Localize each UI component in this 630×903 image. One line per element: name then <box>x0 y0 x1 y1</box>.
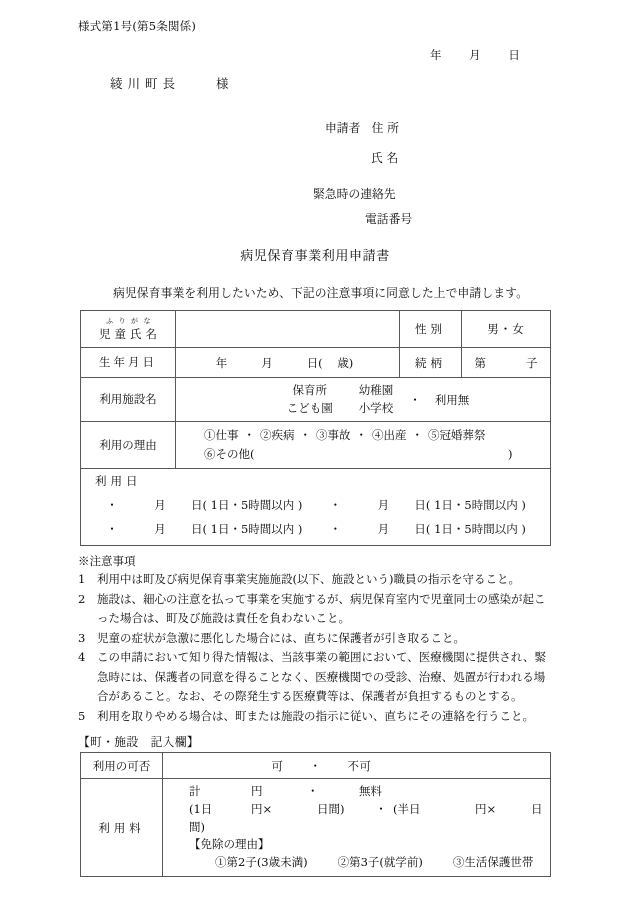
note-item <box>78 570 556 590</box>
reason-separator-2: ・ <box>299 428 311 443</box>
table-row-usage-days <box>81 469 551 546</box>
reason-other-line[interactable] <box>204 445 550 464</box>
usage-dot-2a: ・ <box>106 521 118 536</box>
table-row-birthdate <box>81 348 551 378</box>
usage-dot-2b: ・ <box>329 521 342 536</box>
reason-options-cell[interactable] <box>176 422 551 469</box>
usage-day-2a[interactable]: 日( 1日・5時間以内 ) <box>191 521 303 536</box>
exemption-options <box>189 854 550 872</box>
reason-other-close: ) <box>508 447 513 461</box>
birth-age-field[interactable]: 歳) <box>337 355 354 370</box>
fee-halfday-yen[interactable]: 円× <box>475 801 497 816</box>
note-item <box>78 648 556 707</box>
note-number: 5 <box>78 708 86 723</box>
applicant-label: 申請者 <box>325 121 361 135</box>
note-text: 利用中は町及び病児保育事業実施施設(以下、施設という)職員の指示を守ること。 <box>97 572 520 586</box>
birth-day-field[interactable]: 日( <box>306 355 323 370</box>
table-row-child-name <box>81 311 551 348</box>
relation-suffix: 子 <box>526 355 538 370</box>
fee-mid-separator: ・ <box>375 801 387 816</box>
application-details-table <box>80 310 551 546</box>
applicant-block <box>325 113 399 173</box>
addressee <box>110 74 229 92</box>
availability-choice-cell[interactable] <box>163 753 551 779</box>
fee-total-separator: ・ <box>307 784 319 798</box>
fee-detail-cell[interactable] <box>163 779 551 877</box>
reason-option-work[interactable]: ①仕事 <box>204 428 239 443</box>
date-year-field[interactable]: 年 <box>430 48 442 62</box>
birthdate-label: 生年月日 <box>81 348 176 378</box>
applicant-name-row <box>325 143 399 173</box>
phone-number-label[interactable]: 電話番号 <box>365 212 413 226</box>
exemption-option-welfare[interactable]: ③生活保護世帯 <box>452 855 534 870</box>
facility-option-youchien[interactable]: 幼稚園 <box>358 383 394 398</box>
availability-separator: ・ <box>309 758 322 773</box>
facility-options-cell[interactable] <box>176 378 551 422</box>
usage-dot-1a: ・ <box>106 497 118 512</box>
facility-none-group <box>409 392 469 408</box>
facility-separator: ・ <box>409 392 421 407</box>
facility-option-hoikusho[interactable]: 保育所 <box>292 383 327 398</box>
reason-option-childbirth[interactable]: ④出産 <box>372 428 407 443</box>
exemption-option-third-child[interactable]: ②第3子(就学前) <box>337 855 423 870</box>
birthdate-input-cell[interactable] <box>176 348 400 378</box>
fee-label: 利用料 <box>81 779 163 877</box>
exemption-option-second-child[interactable]: ①第2子(3歳未満) <box>215 855 308 870</box>
table-row-reason <box>81 422 551 469</box>
exemption-heading: 【免除の理由】 <box>189 837 270 852</box>
date-entry-line <box>430 47 520 63</box>
note-number: 2 <box>78 591 86 606</box>
table-row-facility <box>81 378 551 422</box>
child-name-label-cell <box>81 311 176 348</box>
usage-month-1b[interactable]: 月 <box>377 497 390 512</box>
fee-fullday-yen[interactable]: 円× <box>251 801 273 816</box>
date-day-field[interactable]: 日 <box>508 48 520 62</box>
fee-total-yen[interactable]: 円 <box>251 784 263 798</box>
sex-choice-cell[interactable]: 男・女 <box>462 311 551 348</box>
fee-halfday-label: (半日 <box>393 801 421 816</box>
child-name-label: 児童氏名 <box>99 326 161 341</box>
notes-section <box>78 553 556 726</box>
table-row-fee <box>81 779 551 877</box>
fee-option-free[interactable]: 無料 <box>359 784 382 798</box>
relation-label: 続柄 <box>400 348 462 378</box>
availability-label: 利用の可否 <box>81 753 163 779</box>
usage-day-1a[interactable]: 日( 1日・5時間以内 ) <box>191 497 303 512</box>
addressee-name: 綾川町長 <box>110 76 181 91</box>
reason-option-other[interactable]: ⑥その他( <box>204 447 255 461</box>
usage-days-cell[interactable] <box>81 469 551 546</box>
address-label[interactable]: 住 所 <box>371 121 400 135</box>
fee-breakdown-line[interactable] <box>189 801 550 837</box>
fee-fullday-count[interactable]: 日間) <box>317 801 345 816</box>
addressee-honorific: 様 <box>216 76 229 91</box>
notes-heading: ※注意事項 <box>78 554 136 568</box>
reason-separator-3: ・ <box>355 428 367 443</box>
form-number: 様式第1号(第5条関係) <box>78 19 197 33</box>
usage-month-2b[interactable]: 月 <box>377 521 390 536</box>
facility-option-shougakkou[interactable]: 小学校 <box>358 401 394 415</box>
page-title: 病児保育事業利用申請書 <box>240 249 390 264</box>
usage-day-row-2[interactable] <box>95 517 550 541</box>
emergency-contact-label: 緊急時の連絡先 <box>313 187 396 201</box>
birth-year-field[interactable]: 年 <box>215 355 228 370</box>
reason-option-illness[interactable]: ②疾病 <box>260 428 295 443</box>
note-number: 1 <box>78 572 86 586</box>
note-text: 児童の症状が急激に悪化した場合には、直ちに保護者が引き取ること。 <box>97 630 465 645</box>
reason-label: 利用の理由 <box>81 422 176 469</box>
fee-total-line[interactable] <box>189 783 550 801</box>
child-name-input-cell[interactable] <box>176 311 400 348</box>
note-text: この申請において知り得た情報は、当該事業の範囲において、医療機関に提供され、緊急時には、保護者の同意を得ることなく、医療機関での受診、治療、処置が行われる場合があること。なお、その際発生する医療費等は、保護者が負担するものとする。 <box>97 650 546 703</box>
usage-day-row-1[interactable] <box>95 493 550 517</box>
usage-day-1b[interactable]: 日( 1日・5時間以内 ) <box>414 497 526 512</box>
fee-total-label: 計 <box>189 784 201 798</box>
sex-label: 性別 <box>400 311 462 348</box>
fee-fullday-label: (1日 <box>189 801 213 816</box>
usage-days-label: 利用日 <box>95 474 142 489</box>
reason-separator-1: ・ <box>243 428 255 443</box>
fee-halfday-count[interactable]: 日間) <box>189 801 543 834</box>
relation-input-cell[interactable] <box>462 348 551 378</box>
intro-statement: 病児保育事業を利用したいため、下記の注意事項に同意した上で申請します。 <box>113 286 528 300</box>
office-section-heading: 【町・施設 記入欄】 <box>78 735 199 749</box>
note-number: 3 <box>78 630 86 645</box>
usage-dot-1b: ・ <box>329 497 342 512</box>
note-item <box>78 629 556 649</box>
table-row-availability <box>81 753 551 779</box>
note-number: 4 <box>78 650 86 664</box>
usage-day-2b[interactable]: 日( 1日・5時間以内 ) <box>414 521 526 536</box>
applicant-address-row <box>325 113 399 143</box>
availability-option-yes[interactable]: 可 <box>271 758 284 773</box>
birth-month-field[interactable]: 月 <box>261 355 273 370</box>
facility-option-kodomoen[interactable]: こども園 <box>286 401 333 415</box>
facility-label: 利用施設名 <box>81 378 176 422</box>
facility-option-grid <box>287 382 394 416</box>
reason-option-accident[interactable]: ③事故 <box>316 428 351 443</box>
facility-option-none[interactable]: 利用無 <box>434 392 470 407</box>
name-label[interactable]: 氏 名 <box>371 151 399 165</box>
usage-month-1a[interactable]: 月 <box>154 497 166 512</box>
date-month-field[interactable]: 月 <box>469 48 481 62</box>
emergency-contact-block <box>313 182 412 232</box>
availability-option-no[interactable]: 不可 <box>347 758 372 773</box>
note-text: 利用を取りやめる場合は、町または施設の指示に従い、直ちにその連絡を行うこと。 <box>97 708 534 723</box>
usage-month-2a[interactable]: 月 <box>154 521 166 536</box>
reason-option-ceremonial[interactable]: ⑤冠婚葬祭 <box>428 428 486 443</box>
furigana-label: ふりがな <box>106 316 156 325</box>
note-text: 施設は、細心の注意を払って事業を実施するが、病児保育室内で児童同士の感染が起こった場合は、町及び施設は責任を負わないこと。 <box>97 591 546 625</box>
office-use-table <box>80 752 551 877</box>
note-item <box>78 707 556 727</box>
relation-prefix: 第 <box>474 355 486 370</box>
note-item <box>78 590 556 629</box>
reason-separator-4: ・ <box>411 428 423 443</box>
